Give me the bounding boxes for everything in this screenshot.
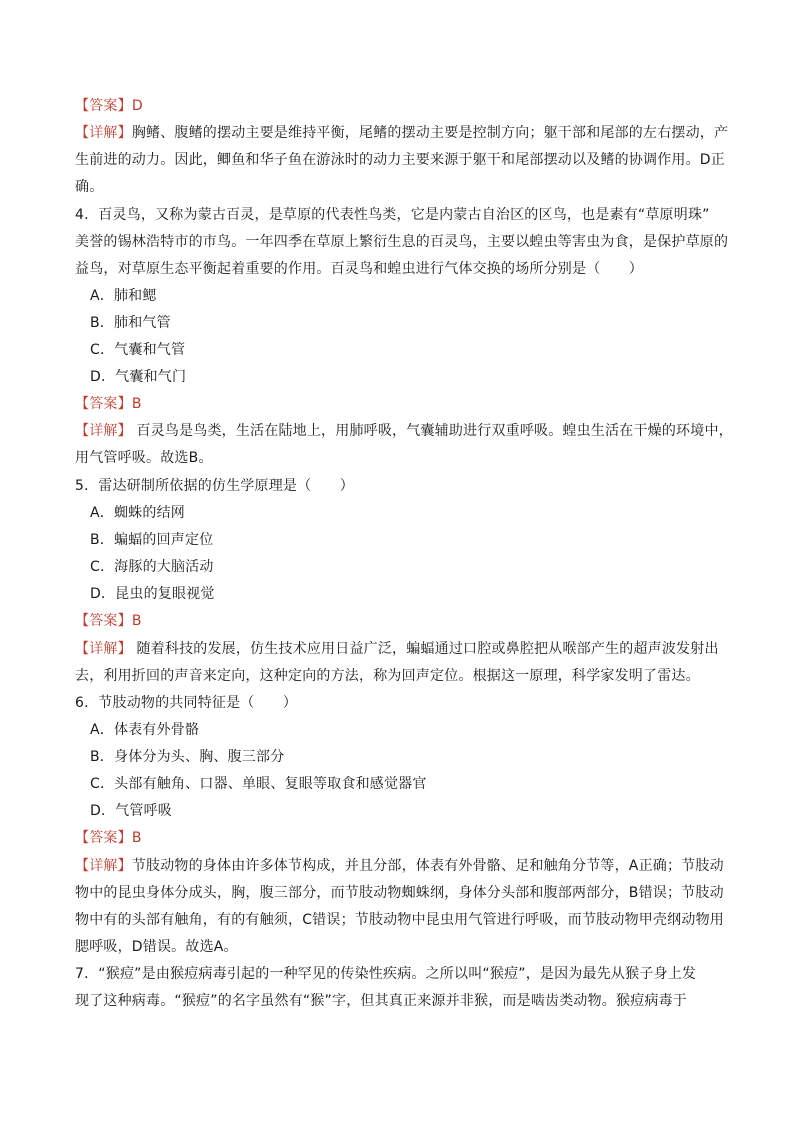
answer-tag: 【答案】 xyxy=(75,613,132,629)
q6-option-a: A．体表有外骨骼 xyxy=(90,722,200,738)
q6-detail-line: 物中的昆虫身体分成头，胸，腹三部分，而节肢动物蜘蛛纲，身体分头部和腹部两部分，B错误；节肢动 xyxy=(75,885,724,901)
q7-stem-line: 现了这种病毒。“猴痘”的名字虽然有“猴”字，但其真正来源并非猴，而是啮齿类动物。猴痘病毒于 xyxy=(75,993,688,1009)
q5-option-a: A．蜘蛛的结网 xyxy=(90,505,185,521)
q5-detail-line xyxy=(75,639,719,659)
detail-tag: 【详解】 xyxy=(75,858,132,874)
q3-detail-line: 生前进的动力。因此，鲫鱼和华子鱼在游泳时的动力主要来源于躯干和尾部摆动以及鳍的协调作用。D正 xyxy=(75,152,725,168)
q4-detail-line xyxy=(75,421,733,441)
q4-detail-text: 百灵鸟是鸟类，生活在陆地上，用肺呼吸，气囊辅助进行双重呼吸。蝗虫生活在干燥的环境中， xyxy=(131,423,733,439)
q5-option-c: C．海豚的大脑活动 xyxy=(90,559,214,575)
answer-tag: 【答案】 xyxy=(75,830,132,846)
q6-detail-line: 物中有的头部有触角，有的有触须，C错误；节肢动物中昆虫用气管进行呼吸，而节肢动物甲壳纲动物用 xyxy=(75,912,724,928)
q6-option-b: B．身体分为头、胸、腹三部分 xyxy=(90,749,285,765)
q4-answer-value: B xyxy=(131,396,142,412)
q6-detail-line: 腮呼吸，D错误。故选A。 xyxy=(75,939,238,955)
q6-stem-line: 6．节肢动物的共同特征是（ ） xyxy=(75,695,298,711)
q4-option-b: B．肺和气管 xyxy=(90,315,171,331)
q3-detail-text: 胸鳍、腹鳍的摆动主要是维持平衡，尾鳍的摆动主要是控制方向；躯干部和尾部的左右摆动，产 xyxy=(131,125,729,141)
q3-detail-line: 确。 xyxy=(75,179,104,195)
q6-option-c: C．头部有触角、口器、单眼、复眼等取食和感觉器官 xyxy=(90,776,427,792)
q6-answer-value: B xyxy=(131,830,142,846)
q5-option-d: D．昆虫的复眼视觉 xyxy=(90,586,215,602)
answer-tag: 【答案】 xyxy=(75,396,132,412)
detail-tag: 【详解】 xyxy=(75,423,132,439)
q5-stem-line: 5．雷达研制所依据的仿生学原理是（ ） xyxy=(75,478,354,494)
q6-option-d: D．气管呼吸 xyxy=(90,803,172,819)
q7-stem-line: 7．“猴痘”是由猴痘病毒引起的一种罕见的传染性疾病。之所以叫“猴痘”，是因为最先从猴子身上发 xyxy=(75,966,697,982)
q4-option-a: A．肺和鳃 xyxy=(90,288,157,304)
q5-detail-text: 随着科技的发展，仿生技术应用日益广泛，蝙蝠通过口腔或鼻腔把从喉部产生的超声波发射出 xyxy=(131,641,719,657)
q3-detail-line xyxy=(75,123,728,143)
q6-detail-line xyxy=(75,856,724,876)
q4-stem-line: 美誉的锡林浩特市的市鸟。一年四季在草原上繁衍生息的百灵鸟，主要以蝗虫等害虫为食，是保护草原的 xyxy=(75,234,729,250)
q3-answer-value: D xyxy=(131,98,143,114)
q4-answer-line xyxy=(75,394,142,414)
q5-detail-line: 去，利用折回的声音来定向，这种定向的方法，称为回声定位。根据这一原理，科学家发明了雷达。 xyxy=(75,668,700,684)
q4-detail-line: 用气管呼吸。故选B。 xyxy=(75,450,213,466)
q4-stem-line: 4．百灵鸟，又称为蒙古百灵，是草原的代表性鸟类，它是内蒙古自治区的区鸟，也是素有“草原明珠” xyxy=(75,207,710,223)
answer-tag: 【答案】 xyxy=(75,98,132,114)
detail-tag: 【详解】 xyxy=(75,641,132,657)
q5-answer-line xyxy=(75,611,142,631)
q4-option-d: D．气囊和气门 xyxy=(90,369,187,385)
q6-detail-text: 节肢动物的身体由许多体节构成，并且分部，体表有外骨骼、足和触角分节等，A正确；节肢动 xyxy=(131,858,724,874)
q4-option-c: C．气囊和气管 xyxy=(90,342,186,358)
q3-answer-line xyxy=(75,96,143,116)
q5-option-b: B．蝙蝠的回声定位 xyxy=(90,532,214,548)
detail-tag: 【详解】 xyxy=(75,125,132,141)
q4-stem-line: 益鸟，对草原生态平衡起着重要的作用。百灵鸟和蝗虫进行气体交换的场所分别是（ ） xyxy=(75,261,643,277)
q6-answer-line xyxy=(75,828,142,848)
q5-answer-value: B xyxy=(131,613,142,629)
